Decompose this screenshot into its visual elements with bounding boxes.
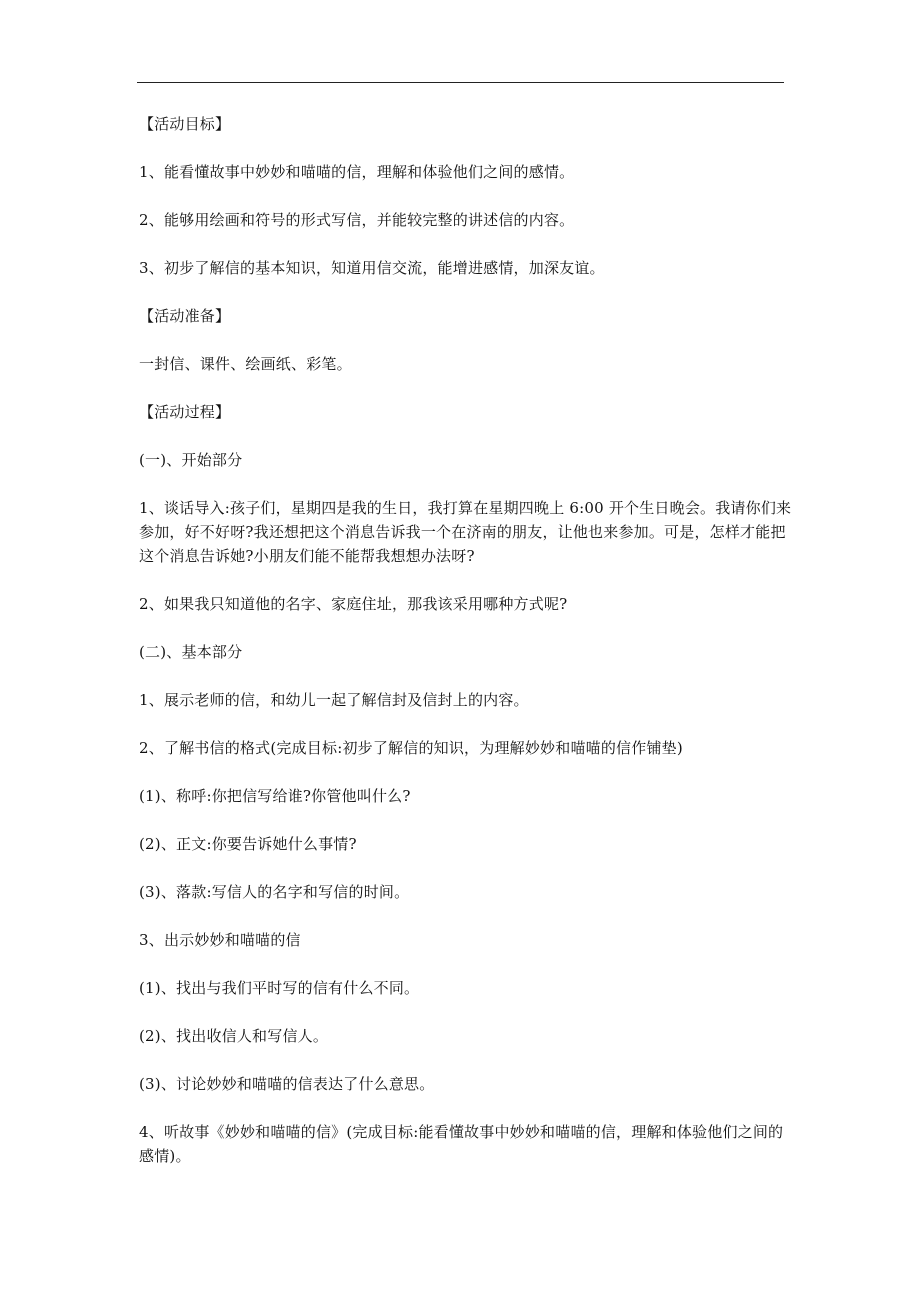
basic-step-3-item-1: (1)、找出与我们平时写的信有什么不同。	[139, 979, 420, 997]
subsection-basic: (二)、基本部分	[139, 643, 243, 661]
section-heading-goals: 【活动目标】	[139, 115, 231, 133]
goal-item-1: 1、能看懂故事中妙妙和喵喵的信，理解和体验他们之间的感情。	[139, 163, 575, 181]
basic-step-2-item-1: (1)、称呼:你把信写给谁?你管他叫什么?	[139, 787, 411, 805]
start-step-1: 1、谈话导入:孩子们，星期四是我的生日，我打算在星期四晚上 6:00 开个生日晚会。我请你们来参加，好不好呀?我还想把这个消息告诉我一个在济南的朋友，让他也来参加。可是，怎样才能把这个消息告诉她?小朋友们能不能帮我想想办法呀?	[139, 499, 792, 565]
basic-step-1: 1、展示老师的信，和幼儿一起了解信封及信封上的内容。	[139, 691, 529, 709]
basic-step-3-item-2: (2)、找出收信人和写信人。	[139, 1027, 329, 1045]
section-heading-preparation: 【活动准备】	[139, 307, 231, 325]
preparation-materials: 一封信、课件、绘画纸、彩笔。	[139, 355, 352, 373]
subsection-start: (一)、开始部分	[139, 451, 243, 469]
document-body	[139, 112, 795, 1192]
section-heading-process: 【活动过程】	[139, 403, 231, 421]
basic-step-2-item-2: (2)、正文:你要告诉她什么事情?	[139, 835, 357, 853]
basic-step-2: 2、了解书信的格式(完成目标:初步了解信的知识，为理解妙妙和喵喵的信作铺垫)	[139, 739, 683, 757]
header-rule	[137, 82, 784, 83]
goal-item-3: 3、初步了解信的基本知识，知道用信交流，能增进感情，加深友谊。	[139, 259, 605, 277]
basic-step-3: 3、出示妙妙和喵喵的信	[139, 931, 301, 949]
start-step-2: 2、如果我只知道他的名字、家庭住址，那我该采用哪种方式呢?	[139, 595, 568, 613]
basic-step-4: 4、听故事《妙妙和喵喵的信》(完成目标:能看懂故事中妙妙和喵喵的信，理解和体验他们之间的感情)。	[139, 1123, 784, 1165]
goal-item-2: 2、能够用绘画和符号的形式写信，并能较完整的讲述信的内容。	[139, 211, 575, 229]
basic-step-2-item-3: (3)、落款:写信人的名字和写信的时间。	[139, 883, 410, 901]
basic-step-3-item-3: (3)、讨论妙妙和喵喵的信表达了什么意思。	[139, 1075, 435, 1093]
